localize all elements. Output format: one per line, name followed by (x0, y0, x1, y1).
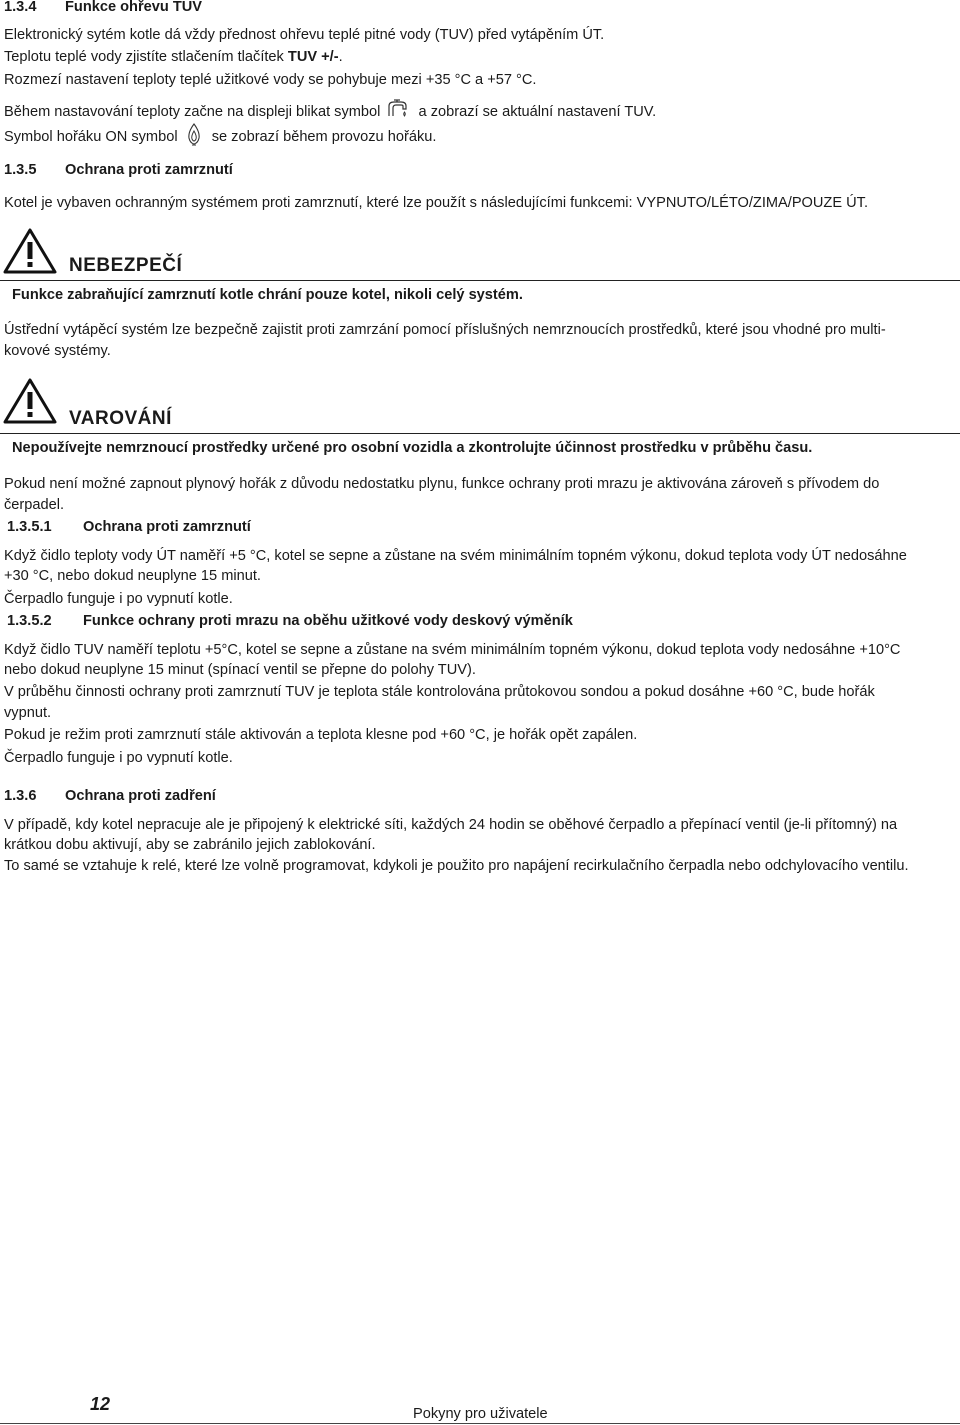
s136-line2: krátkou dobu aktivují, aby se zabránilo jejich zablokování. (4, 837, 376, 853)
warning-rule (0, 433, 960, 434)
central-para-line2: kovové systémy. (4, 343, 111, 359)
text-part: Během nastavování teploty začne na displeji blikat symbol (4, 103, 381, 120)
s1352-line3: V průběhu činnosti ochrany proti zamrznutí TUV je teplota stále kontrolována průtokovou sondou a pokud dosáhne +60 °C, bude hořák (4, 684, 875, 700)
warning-text: Nepoužívejte nemrznoucí prostředky určené pro osobní vozidla a zkontrolujte účinnost prostředku v průběhu času. (12, 440, 813, 456)
section-136-heading (4, 788, 216, 804)
danger-title: NEBEZPEČÍ (69, 255, 183, 276)
danger-rule (0, 280, 960, 281)
s135-intro: Kotel je vybaven ochranným systémem proti zamrznutí, které lze použít s následujícími funkcemi: VYPNUTO/LÉTO/ZIMA/POUZE ÚT. (4, 195, 869, 211)
section-title: Ochrana proti zamrznutí (83, 519, 251, 535)
s134-line1: Elektronický sytém kotle dá vždy přednost ohřevu teplé pitné vody (TUV) před vytápěním ÚT. (4, 27, 605, 43)
text-part: Symbol hořáku ON symbol (4, 128, 178, 145)
s136-line3: To samé se vztahuje k relé, které lze volně programovat, kdykoli je použito pro napájení recirkulačního čerpadla nebo odchylovacího ventilu. (4, 858, 909, 874)
section-134-heading (4, 0, 202, 15)
section-number: 1.3.4 (4, 0, 37, 15)
danger-text: Funkce zabraňující zamrznutí kotle chrání pouze kotel, nikoli celý systém. (12, 287, 523, 303)
s136-line1: V případě, kdy kotel nepracuje ale je připojený k elektrické síti, každých 24 hodin se oběhové čerpadlo a přepínací ventil (je-li přítomný) na (4, 817, 898, 833)
text-part: se zobrazí během provozu hořáku. (211, 128, 437, 145)
gas-para-line2: čerpadel. (4, 497, 65, 513)
section-title: Funkce ohřevu TUV (65, 0, 203, 15)
warning-title: VAROVÁNÍ (69, 408, 172, 429)
section-number: 1.3.5.1 (7, 519, 52, 535)
s134-line3: Rozmezí nastavení teploty teplé užitkové vody se pohybuje mezi +35 °C a +57 °C. (4, 72, 537, 88)
section-number: 1.3.5.2 (7, 613, 52, 629)
warning-triangle-icon (3, 378, 57, 429)
text-part: Teplotu teplé vody zjistíte stlačením tlačítek (4, 49, 288, 65)
text-part: a zobrazí se aktuální nastavení TUV. (418, 103, 657, 120)
section-title: Ochrana proti zadření (65, 788, 216, 804)
s1351-line1: Když čidlo teploty vody ÚT naměří +5 °C, kotel se sepne a zůstane na svém minimálním topném výkonu, dokud teplota vody ÚT nedosáhne (4, 548, 907, 564)
gas-para-line1: Pokud není možné zapnout plynový hořák z důvodu nedostatku plynu, funkce ochrany proti mrazu je aktivována zároveň s přívodem do (4, 476, 880, 492)
section-number: 1.3.5 (4, 162, 37, 178)
footer-title: Pokyny pro uživatele (413, 1406, 548, 1422)
s1352-line1: Když čidlo TUV naměří teplotu +5°C, kotel se sepne a zůstane na svém minimálním topném výkonu, dokud teplota vody nedosáhne +10°C (4, 642, 901, 658)
s1351-line2: +30 °C, nebo dokud neuplyne 15 minut. (4, 568, 261, 584)
bold-key: TUV +/- (287, 49, 339, 65)
s1352-line2: nebo dokud neuplyne 15 minut (spínací ventil se přepne do polohy TUV). (4, 662, 476, 678)
flame-icon (186, 122, 202, 152)
section-135-heading (4, 162, 233, 178)
page-number: 12 (90, 1394, 111, 1414)
s1351-line3: Čerpadlo funguje i po vypnutí kotle. (4, 591, 233, 607)
s1352-line6: Čerpadlo funguje i po vypnutí kotle. (4, 750, 233, 766)
footer-rule (0, 1423, 960, 1424)
s134-line2 (4, 47, 343, 67)
text-part: . (338, 49, 343, 65)
section-number: 1.3.6 (4, 788, 37, 804)
section-title: Ochrana proti zamrznutí (65, 162, 233, 178)
s134-line5 (4, 122, 436, 152)
s1352-line4: vypnut. (4, 705, 52, 721)
section-title: Funkce ochrany proti mrazu na oběhu užitkové vody deskový výměník (83, 613, 573, 629)
section-1351-heading (7, 519, 251, 535)
s1352-line5: Pokud je režim proti zamrznutí stále aktivován a teplota klesne pod +60 °C, je hořák opět zapálen. (4, 727, 638, 743)
section-1352-heading (7, 613, 573, 629)
warning-triangle-icon (3, 228, 57, 279)
central-para-line1: Ústřední vytápěcí systém lze bezpečně zajistit proti zamrzání pomocí příslušných nemrznoucích prostředků, které jsou vhodné pro multi- (4, 322, 886, 338)
